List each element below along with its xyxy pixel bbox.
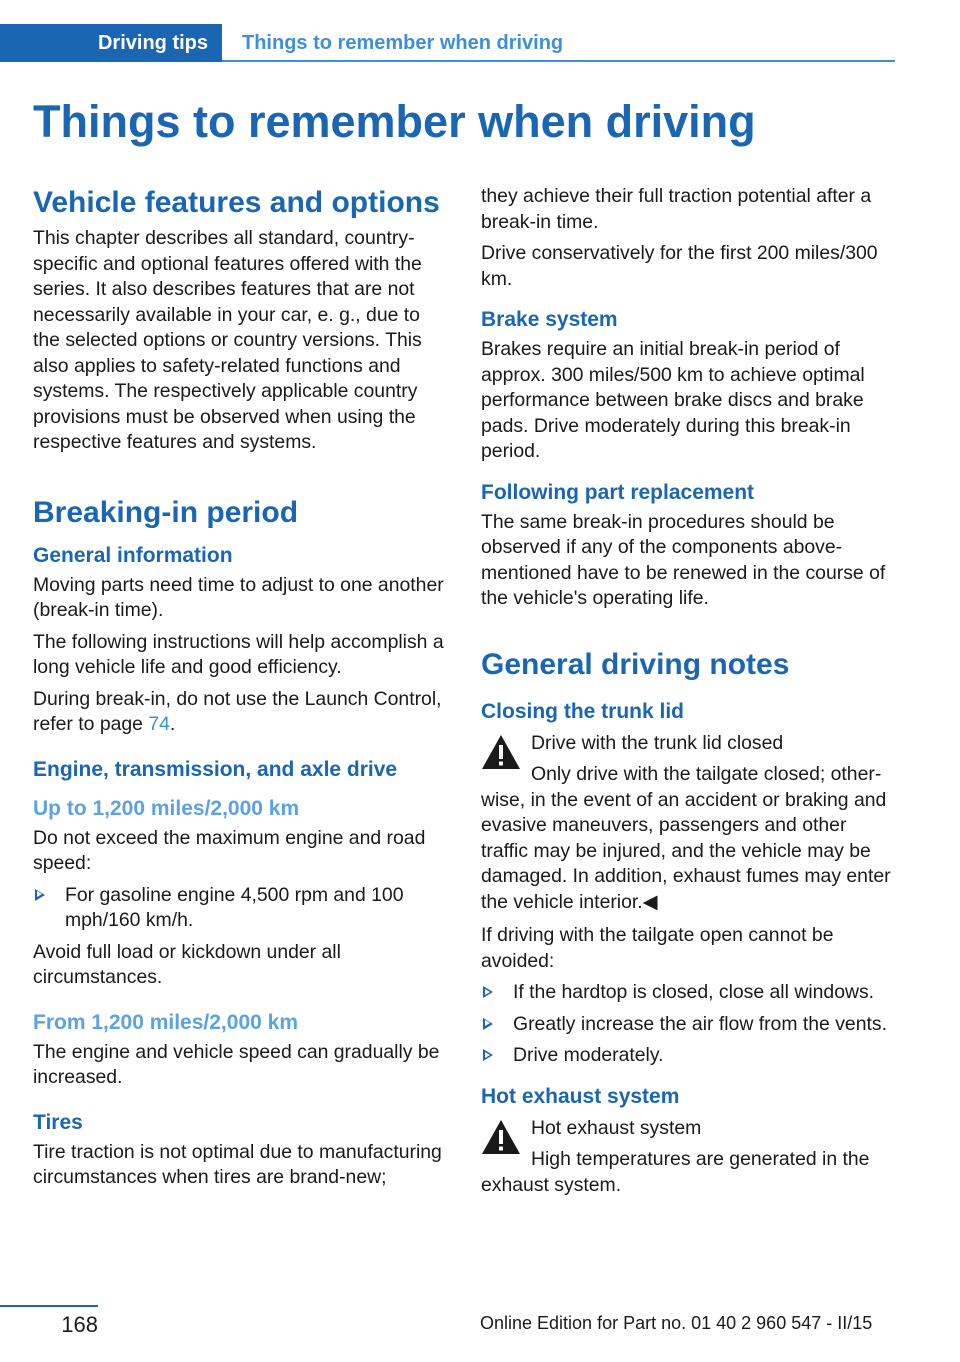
up-to-after: Avoid full load or kickdown under all circumstances. <box>33 940 341 988</box>
trunk-warning-line1: Only drive with the tailgate closed; other- <box>531 763 882 785</box>
edition-note: Online Edition for Part no. 01 40 2 960 547 - II/15 <box>480 1313 873 1333</box>
tires-continued: they achieve their full traction potential after a break-in time. <box>481 185 872 233</box>
list-item: Greatly increase the air flow from the vents. <box>481 1012 896 1038</box>
tires-continued-2: Drive conservatively for the first 200 miles/300 km. <box>481 242 878 290</box>
trunk-after: If driving with the tailgate open cannot be avoided: <box>481 924 834 972</box>
warning-triangle-icon <box>481 1119 521 1155</box>
from-body: The engine and vehicle speed can gradually be increased. <box>33 1040 440 1088</box>
list-item: If the hardtop is closed, close all windows. <box>481 980 896 1006</box>
chapter-tab[interactable]: Things to remember when driving <box>242 32 564 54</box>
up-to-heading: Up to 1,200 miles/2,000 km <box>33 796 300 820</box>
exhaust-warning-line1: High temperatures are generated in the <box>531 1148 870 1170</box>
trunk-warning-title: Drive with the trunk lid closed <box>531 731 784 754</box>
from-heading: From 1,200 miles/2,000 km <box>33 1010 298 1034</box>
tires-body: Tire traction is not optimal due to manufacturing circumstances when tires are brand-new; <box>33 1140 442 1188</box>
trunk-warning-body: wise, in the event of an accident or braking and evasive maneuvers, passengers and other traffic may be injured, and the vehicle may be damaged. In addition, exhaust fumes may enter the vehicle interior.◀ <box>481 788 891 913</box>
up-to-body: Do not exceed the maximum engine and road speed: <box>33 826 426 874</box>
triangle-bullet-icon <box>483 986 493 998</box>
exhaust-heading: Hot exhaust system <box>481 1084 680 1108</box>
trunk-warning <box>481 731 896 916</box>
exhaust-warning-body: exhaust system. <box>481 1173 622 1196</box>
replacement-heading: Following part replacement <box>481 480 755 504</box>
brake-heading: Brake system <box>481 308 618 331</box>
replacement-body: The same break-in procedures should be observed if any of the components above-mentioned have to be renewed in the course of the vehicle's operating life. <box>481 510 886 609</box>
page-number: 168 <box>61 1312 98 1337</box>
general-info-p3 <box>33 687 448 738</box>
exhaust-warning <box>481 1116 896 1199</box>
general-driving-heading: General driving notes <box>481 647 790 681</box>
general-info-p1: Moving parts need time to adjust to one another (break-in time). <box>33 573 444 621</box>
left-column <box>33 184 448 1197</box>
section-tab[interactable]: Driving tips <box>0 24 222 62</box>
trunk-heading: Closing the trunk lid <box>481 699 684 723</box>
general-info-p2: The following instructions will help accomplish a long vehicle life and good efficiency. <box>33 630 444 678</box>
breaking-in-heading: Breaking-in period <box>33 495 299 529</box>
header-divider <box>222 60 895 62</box>
page-header <box>0 24 895 62</box>
engine-heading: Engine, transmission, and axle drive <box>33 757 398 781</box>
period-text: . <box>169 713 176 735</box>
page-link-74[interactable]: 74 <box>148 713 170 735</box>
right-column <box>481 184 896 1198</box>
brake-body: Brakes require an initial break-in period of approx. 300 miles/500 km to achieve optimal performance between brake discs and brake pads. Drive moderately during this break-in period. <box>481 338 865 462</box>
list-item: Drive moderately. <box>481 1043 896 1069</box>
page-title: Things to remember when driving <box>33 96 756 147</box>
trunk-bullets <box>481 980 896 1069</box>
up-to-bullets <box>33 883 448 934</box>
tires-heading: Tires <box>33 1110 83 1134</box>
triangle-bullet-icon <box>483 1049 493 1061</box>
triangle-bullet-icon <box>483 1018 493 1030</box>
vehicle-features-body: This chapter describes all standard, country-specific and optional features offered with the series. It also describes features that are not necessarily available in your car, e. g., due to the selected options or country versions. This also applies to safety-related functions and systems. The respectively applicable country provisions must be observed when using the respective features and systems. <box>33 227 422 453</box>
launch-control-text: During break-in, do not use the Launch Control, refer to page <box>33 687 442 735</box>
footer-divider <box>0 1305 98 1307</box>
triangle-bullet-icon <box>35 889 45 901</box>
general-information-heading: General information <box>33 543 233 567</box>
vehicle-features-heading: Vehicle features and options <box>33 186 440 219</box>
warning-triangle-icon <box>481 734 521 770</box>
list-item: For gasoline engine 4,500 rpm and 100 mph/160 km/h. <box>33 883 448 934</box>
exhaust-warning-title: Hot exhaust system <box>531 1116 702 1139</box>
